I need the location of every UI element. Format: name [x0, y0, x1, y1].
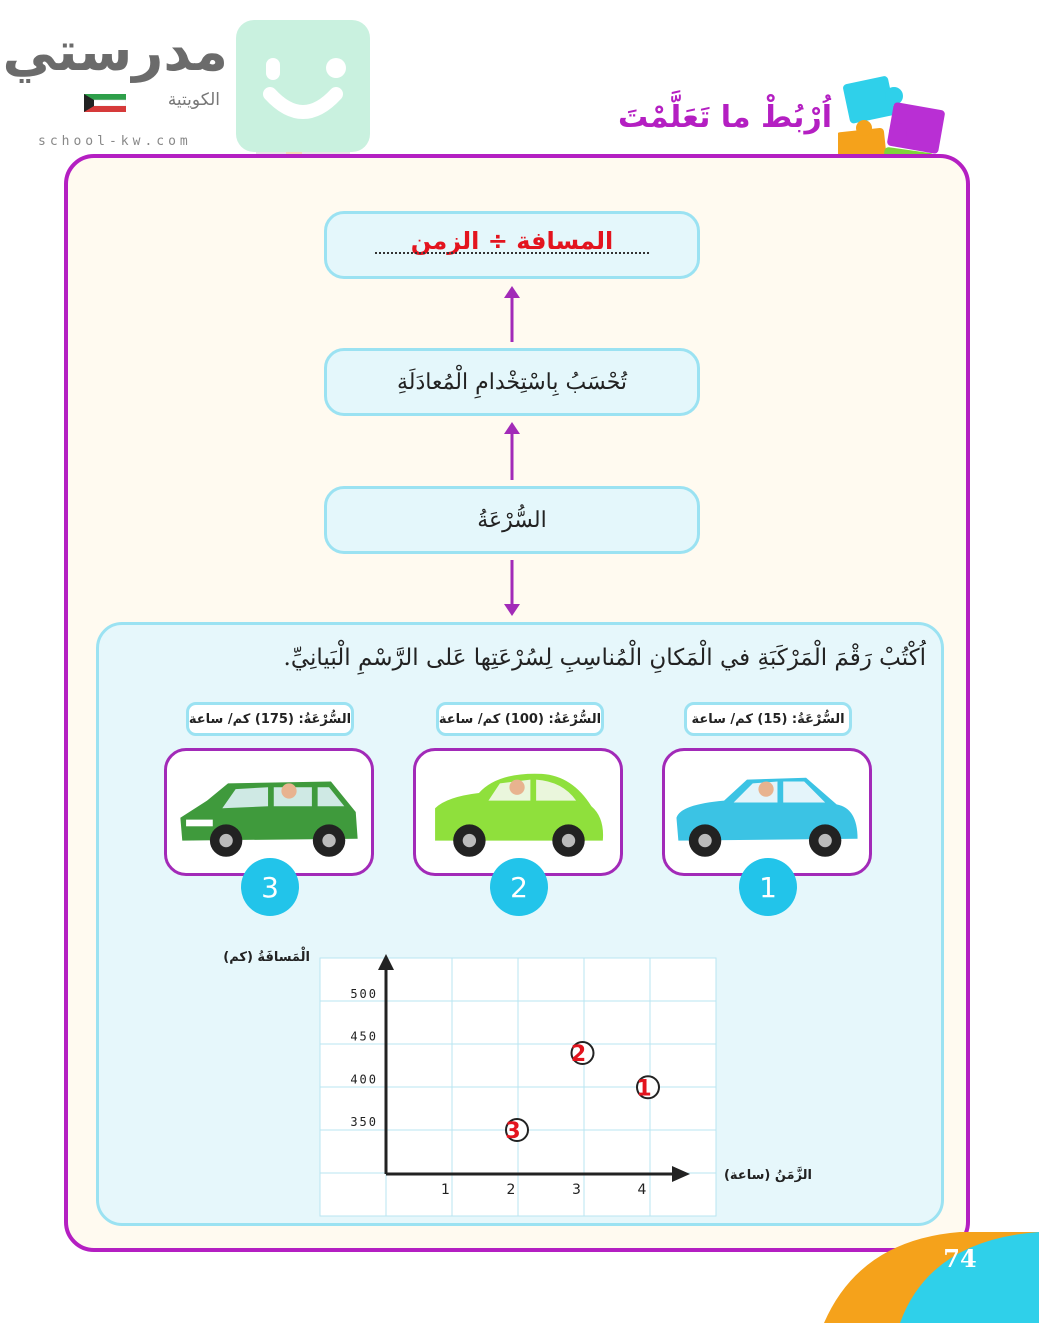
arrow-up-icon: [500, 284, 524, 344]
method-box: [324, 348, 700, 416]
logo-title: مدرستي: [2, 20, 228, 83]
y-axis-label: الْمَسافَةُ (كم): [223, 950, 310, 965]
speed-label-vehicle-2: السُّرْعَةُ: (100) كم/ ساعة: [436, 702, 604, 736]
answer-box[interactable]: [324, 211, 700, 279]
dotted-answer-line: [375, 252, 649, 254]
y-tick-label: 350: [350, 1115, 378, 1129]
x-tick-label: 2: [506, 1182, 516, 1198]
x-axis-label: الزَّمَنُ (ساعة): [723, 1168, 812, 1183]
vehicle-number-1: 1: [739, 858, 797, 916]
arrow-up-icon: [500, 420, 524, 482]
vehicle-card-1[interactable]: [662, 748, 872, 876]
speed-label-vehicle-3: السُّرْعَةُ: (175) كم/ ساعة: [186, 702, 354, 736]
arrow-down-icon: [500, 558, 524, 618]
hatchback-car-icon: [416, 751, 620, 873]
method-text: تُحْسَبُ بِاسْتِخْدامِ الْمُعادَلَةِ: [396, 369, 628, 395]
speed-label-vehicle-1: السُّرْعَةُ: (15) كم/ ساعة: [684, 702, 852, 736]
y-tick-label: 450: [350, 1029, 378, 1044]
x-tick-label: 1: [441, 1182, 450, 1198]
vehicle-card-3[interactable]: [164, 748, 374, 876]
data-point-label: 2: [570, 1042, 587, 1068]
vehicle-number-3: 3: [241, 858, 299, 916]
answer-text: المسافة ÷ الزمن: [410, 227, 614, 255]
y-tick-label: 500: [350, 986, 378, 1001]
y-tick-label: 400: [350, 1072, 378, 1087]
data-point-label: 1: [636, 1076, 652, 1102]
concept-box: [324, 486, 700, 554]
station-wagon-icon: [167, 751, 371, 873]
data-point-label: 3: [505, 1119, 521, 1144]
logo-subtitle: الكويتية: [167, 90, 220, 110]
x-tick-label: 4: [637, 1182, 647, 1198]
vehicle-card-2[interactable]: [413, 748, 623, 876]
x-tick-label: 3: [572, 1182, 581, 1198]
sedan-car-icon: [665, 751, 869, 873]
concept-text: السُّرْعَةُ: [477, 507, 547, 533]
logo-url: school-kw.com: [38, 134, 192, 149]
vehicle-number-2: 2: [490, 858, 548, 916]
exercise-instruction: اُكْتُبْ رَقْمَ الْمَرْكَبَةِ في الْمَكانِ الْمُناسِبِ لِسُرْعَتِها عَلى الرَّسْمِ الْبَيانِيِّ.: [283, 645, 926, 671]
distance-time-graph: [314, 948, 814, 1220]
page-number: 74: [943, 1244, 977, 1273]
section-title: اُرْبُطْ ما تَعَلَّمْتَ: [618, 100, 832, 135]
